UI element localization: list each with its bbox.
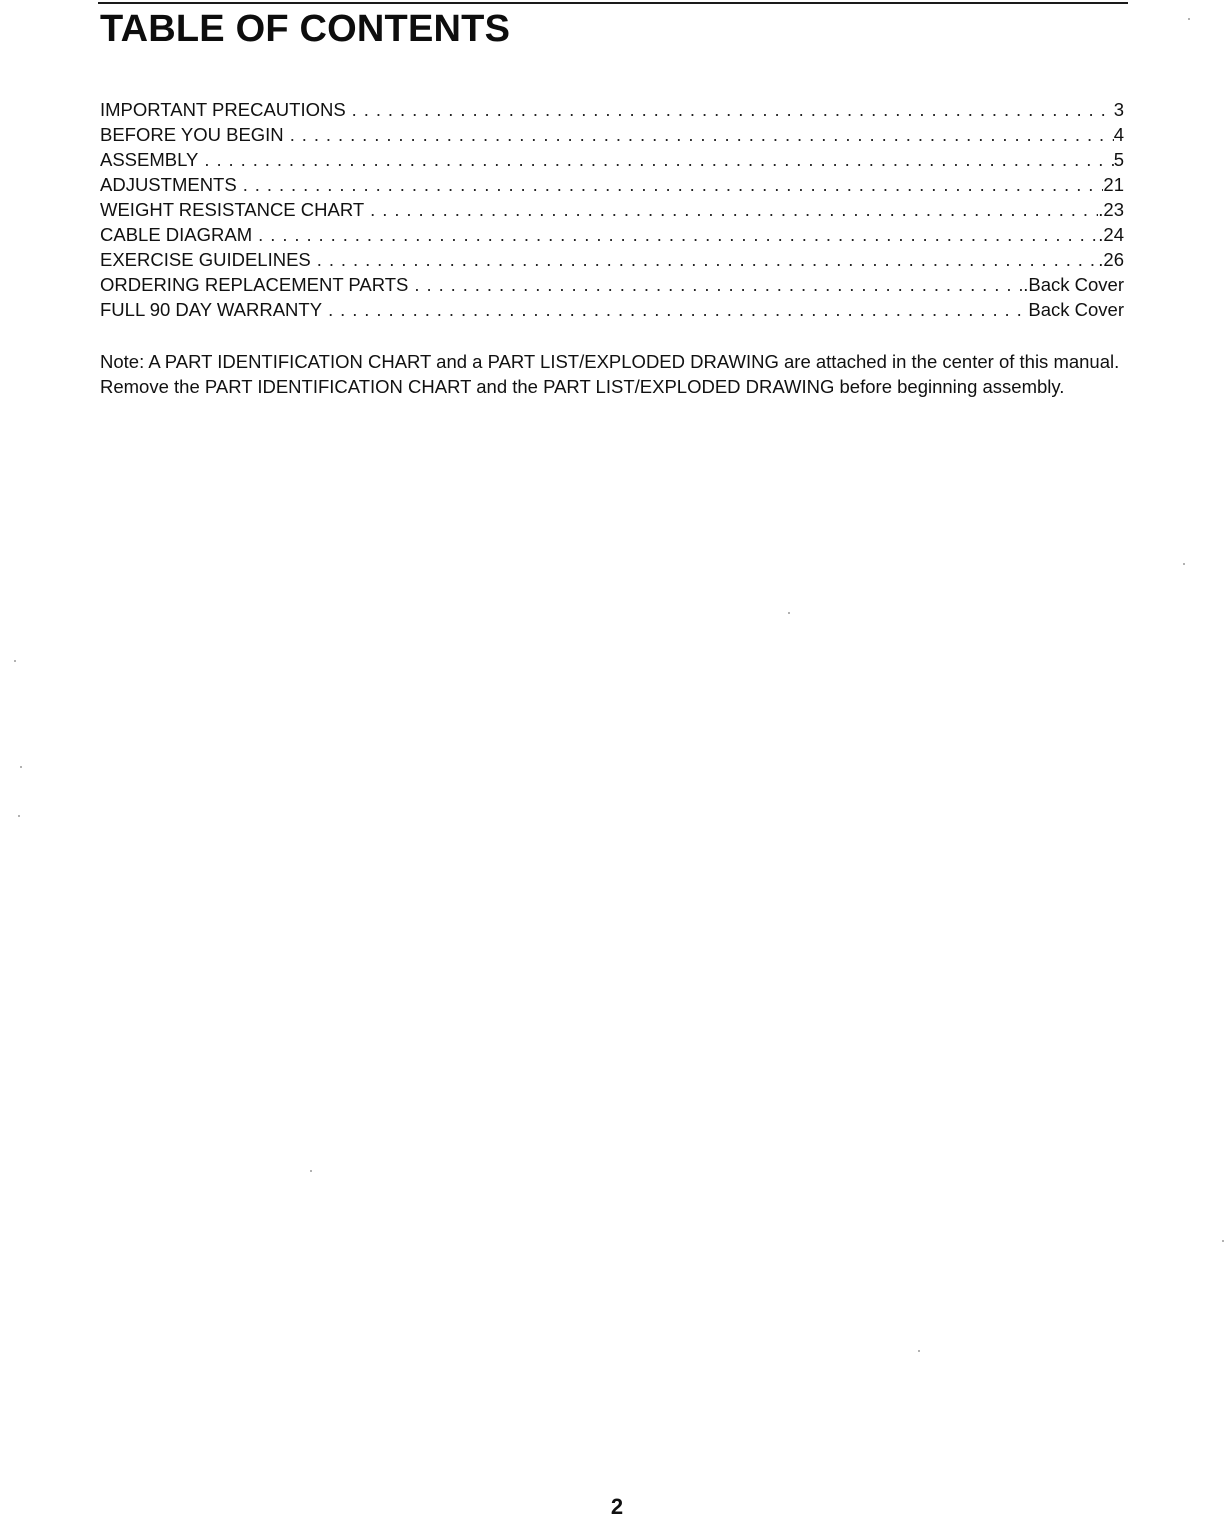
scan-speck [1183, 563, 1185, 565]
toc-entry-page: 3 [1113, 99, 1124, 120]
scan-speck [1222, 1240, 1224, 1242]
toc-entry-label: EXERCISE GUIDELINES [100, 249, 311, 270]
toc-dot-leader [258, 222, 1098, 247]
toc-entry-assembly[interactable] [100, 147, 1124, 172]
toc-dot-leader [352, 97, 1114, 122]
toc-entry-page: 4 [1113, 124, 1124, 145]
page-number: 2 [610, 1494, 624, 1519]
toc-dot-leader [290, 122, 1114, 147]
toc-entry-page: .23 [1098, 199, 1124, 220]
toc-entry-exercise-guidelines[interactable] [100, 247, 1124, 272]
toc-entry-weight-resistance-chart[interactable] [100, 197, 1124, 222]
toc-entry-page: 21 [1103, 174, 1124, 195]
toc-entry-important-precautions[interactable] [100, 97, 1124, 122]
toc-entry-label: CABLE DIAGRAM [100, 224, 253, 245]
scan-speck [20, 766, 22, 768]
toc-entry-label: BEFORE YOU BEGIN [100, 124, 284, 145]
toc-entry-full-90-day-warranty[interactable] [100, 297, 1124, 322]
assembly-note: Note: A PART IDENTIFICATION CHART and a PART LIST/EXPLODED DRAWING are attached in the center of this manual. Remove the PART IDENTIFICATION CHART and the PART LIST/EXPLODED DRAWING before beginning assembly. [100, 351, 1120, 397]
toc-entry-page: Back Cover [1028, 299, 1124, 320]
toc-entry-label: WEIGHT RESISTANCE CHART [100, 199, 365, 220]
toc-dot-leader [370, 197, 1098, 222]
toc-entry-before-you-begin[interactable] [100, 122, 1124, 147]
top-rule [98, 2, 1128, 4]
scan-speck [918, 1350, 920, 1352]
scan-speck [18, 815, 20, 817]
page-title: TABLE OF CONTENTS [100, 8, 511, 50]
scan-speck [788, 612, 790, 614]
toc-entry-adjustments[interactable] [100, 172, 1124, 197]
toc-entry-ordering-replacement-parts[interactable] [100, 272, 1124, 297]
toc-dot-leader [328, 297, 1028, 322]
toc-entry-page: 5 [1113, 149, 1124, 170]
toc-dot-leader [243, 172, 1104, 197]
toc-entry-label: FULL 90 DAY WARRANTY [100, 299, 323, 320]
toc-entry-cable-diagram[interactable] [100, 222, 1124, 247]
toc-entry-label: IMPORTANT PRECAUTIONS [100, 99, 346, 120]
toc-entry-label: ASSEMBLY [100, 149, 199, 170]
scan-speck [14, 660, 16, 662]
toc-dot-leader [204, 147, 1113, 172]
toc-entry-page: .Back Cover [1023, 274, 1124, 295]
toc-entry-label: ADJUSTMENTS [100, 174, 237, 195]
toc-entry-page: .24 [1098, 224, 1124, 245]
scan-speck [1188, 18, 1190, 20]
toc-entry-page: .26 [1098, 249, 1124, 270]
table-of-contents [100, 97, 1124, 322]
scan-speck [310, 1170, 312, 1172]
toc-dot-leader [317, 247, 1099, 272]
toc-dot-leader [414, 272, 1023, 297]
toc-entry-label: ORDERING REPLACEMENT PARTS [100, 274, 409, 295]
